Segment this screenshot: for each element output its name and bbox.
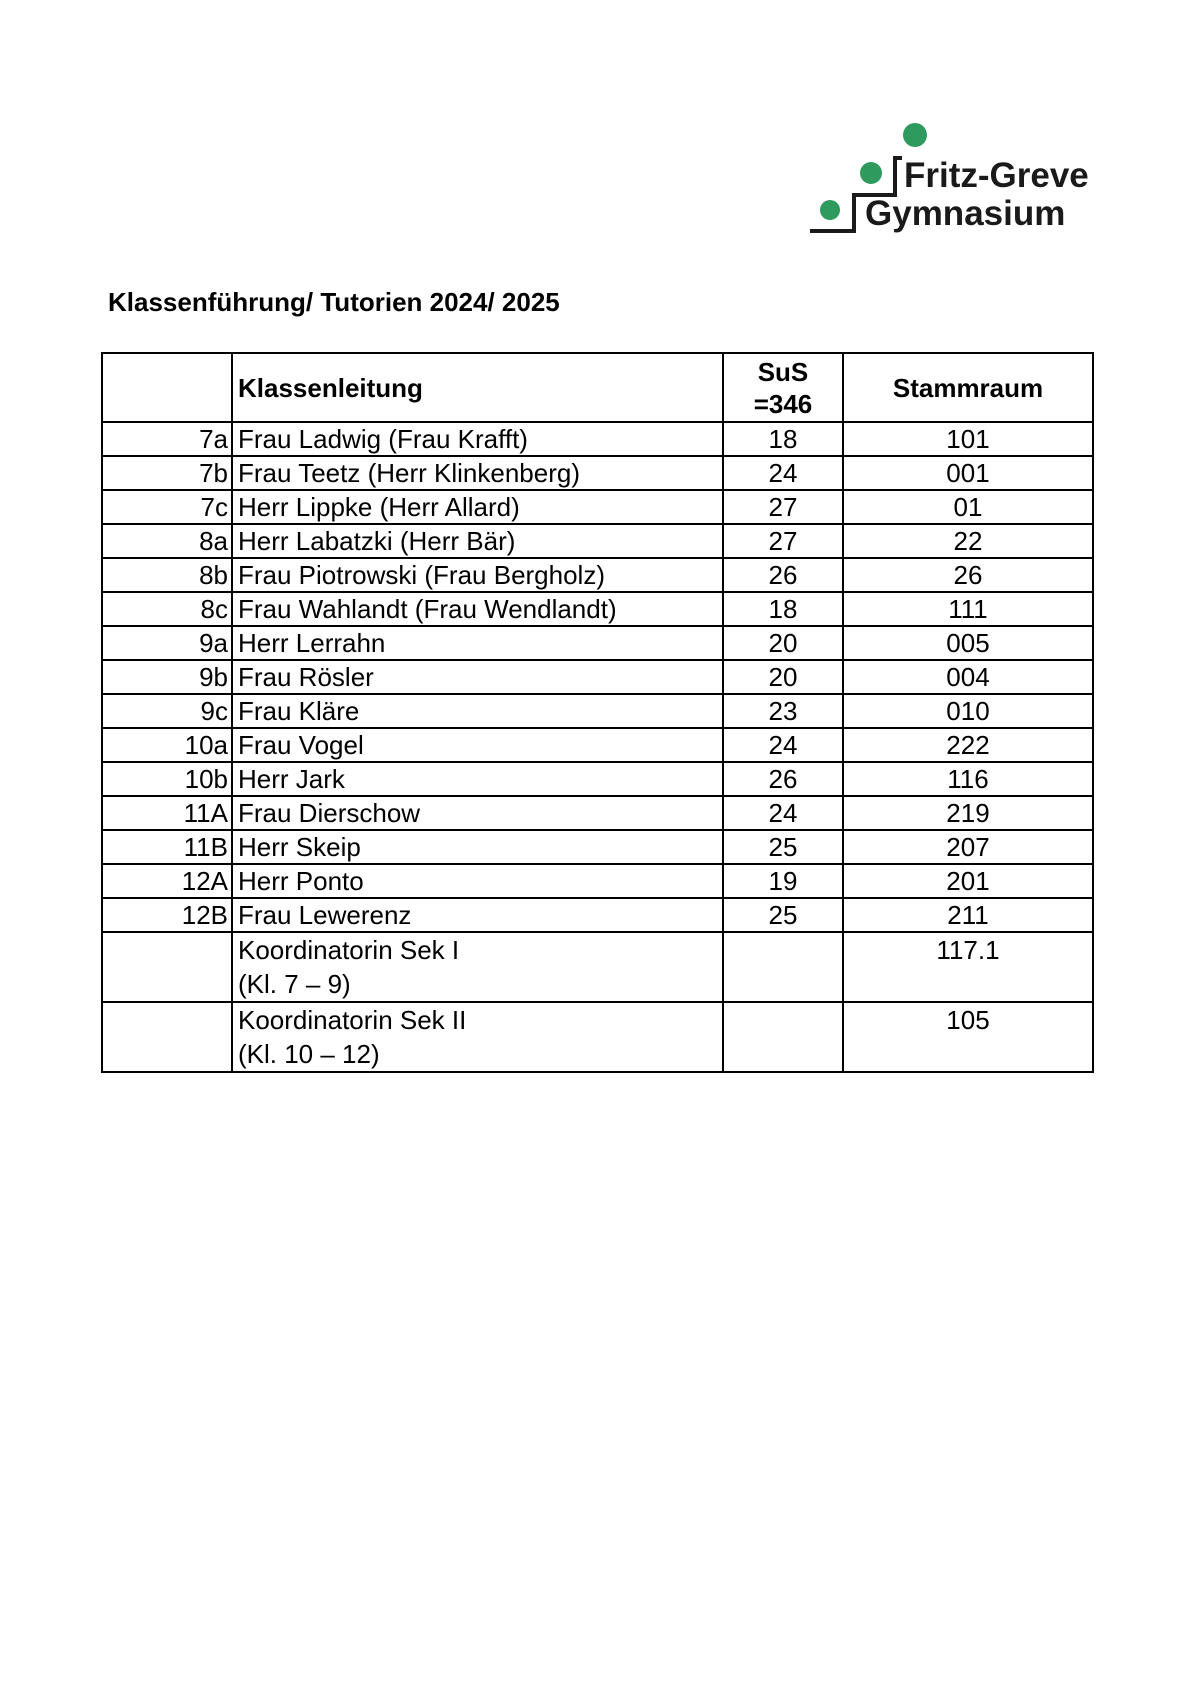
teacher-cell: Herr Lerrahn bbox=[232, 626, 723, 660]
class-cell: 9c bbox=[102, 694, 232, 728]
students-cell: 24 bbox=[723, 796, 843, 830]
class-cell: 7b bbox=[102, 456, 232, 490]
table-row bbox=[102, 490, 1093, 524]
students-cell: 18 bbox=[723, 422, 843, 456]
class-cell: 7a bbox=[102, 422, 232, 456]
students-cell-empty bbox=[723, 1002, 843, 1072]
coordinator-row bbox=[102, 1002, 1093, 1072]
room-cell: 219 bbox=[843, 796, 1093, 830]
students-cell: 20 bbox=[723, 626, 843, 660]
table-header-row bbox=[102, 353, 1093, 422]
room-cell: 116 bbox=[843, 762, 1093, 796]
class-cell: 12B bbox=[102, 898, 232, 932]
coordinator-grades: (Kl. 7 – 9) bbox=[238, 969, 351, 999]
room-cell: 207 bbox=[843, 830, 1093, 864]
room-cell: 01 bbox=[843, 490, 1093, 524]
logo-name-line1: Fritz-Greve bbox=[904, 156, 1089, 195]
coordinator-row bbox=[102, 932, 1093, 1002]
class-cell: 12A bbox=[102, 864, 232, 898]
coordinator-title: Koordinatorin Sek II bbox=[238, 1005, 467, 1035]
table-row bbox=[102, 524, 1093, 558]
room-cell: 211 bbox=[843, 898, 1093, 932]
header-class bbox=[102, 353, 232, 422]
room-cell: 101 bbox=[843, 422, 1093, 456]
header-room: Stammraum bbox=[843, 353, 1093, 422]
students-cell: 27 bbox=[723, 490, 843, 524]
class-assignment-table bbox=[101, 352, 1094, 1073]
logo-dot-top bbox=[903, 123, 927, 147]
page-title: Klassenführung/ Tutorien 2024/ 2025 bbox=[108, 287, 560, 317]
room-cell: 005 bbox=[843, 626, 1093, 660]
header-students-total: =346 bbox=[753, 388, 813, 419]
students-cell: 26 bbox=[723, 558, 843, 592]
class-cell: 9a bbox=[102, 626, 232, 660]
students-cell: 19 bbox=[723, 864, 843, 898]
students-cell: 20 bbox=[723, 660, 843, 694]
table-row bbox=[102, 456, 1093, 490]
table-row bbox=[102, 660, 1093, 694]
logo-name-line2: Gymnasium bbox=[865, 194, 1066, 233]
students-cell: 25 bbox=[723, 898, 843, 932]
students-cell: 26 bbox=[723, 762, 843, 796]
header-students-label: SuS bbox=[757, 356, 809, 387]
students-cell: 24 bbox=[723, 456, 843, 490]
table-row bbox=[102, 898, 1093, 932]
students-cell: 23 bbox=[723, 694, 843, 728]
class-cell-empty bbox=[102, 932, 232, 1002]
table-row bbox=[102, 694, 1093, 728]
room-cell: 201 bbox=[843, 864, 1093, 898]
room-cell: 010 bbox=[843, 694, 1093, 728]
logo-dot-middle bbox=[860, 162, 882, 184]
class-cell: 8a bbox=[102, 524, 232, 558]
room-cell: 22 bbox=[843, 524, 1093, 558]
class-cell: 8c bbox=[102, 592, 232, 626]
teacher-cell: Frau Teetz (Herr Klinkenberg) bbox=[232, 456, 723, 490]
header-teacher: Klassenleitung bbox=[232, 353, 723, 422]
coordinator-grades: (Kl. 10 – 12) bbox=[238, 1039, 380, 1069]
coordinator-cell bbox=[232, 1002, 723, 1072]
teacher-cell: Frau Piotrowski (Frau Bergholz) bbox=[232, 558, 723, 592]
students-cell: 27 bbox=[723, 524, 843, 558]
class-cell: 7c bbox=[102, 490, 232, 524]
teacher-cell: Frau Dierschow bbox=[232, 796, 723, 830]
teacher-cell: Frau Ladwig (Frau Krafft) bbox=[232, 422, 723, 456]
table-row bbox=[102, 422, 1093, 456]
room-cell: 26 bbox=[843, 558, 1093, 592]
teacher-cell: Herr Jark bbox=[232, 762, 723, 796]
table-row bbox=[102, 558, 1093, 592]
teacher-cell: Frau Lewerenz bbox=[232, 898, 723, 932]
teacher-cell: Herr Labatzki (Herr Bär) bbox=[232, 524, 723, 558]
students-cell: 18 bbox=[723, 592, 843, 626]
room-cell: 001 bbox=[843, 456, 1093, 490]
table-row bbox=[102, 864, 1093, 898]
room-cell: 222 bbox=[843, 728, 1093, 762]
class-cell-empty bbox=[102, 1002, 232, 1072]
coordinator-title: Koordinatorin Sek I bbox=[238, 935, 460, 965]
teacher-cell: Frau Rösler bbox=[232, 660, 723, 694]
teacher-cell: Frau Wahlandt (Frau Wendlandt) bbox=[232, 592, 723, 626]
room-cell: 004 bbox=[843, 660, 1093, 694]
coordinator-cell bbox=[232, 932, 723, 1002]
room-cell: 105 bbox=[843, 1002, 1093, 1072]
class-cell: 11A bbox=[102, 796, 232, 830]
table-row bbox=[102, 796, 1093, 830]
class-cell: 8b bbox=[102, 558, 232, 592]
teacher-cell: Herr Ponto bbox=[232, 864, 723, 898]
class-cell: 10b bbox=[102, 762, 232, 796]
room-cell: 111 bbox=[843, 592, 1093, 626]
students-cell-empty bbox=[723, 932, 843, 1002]
students-cell: 25 bbox=[723, 830, 843, 864]
school-logo bbox=[808, 118, 1100, 238]
class-cell: 11B bbox=[102, 830, 232, 864]
logo-dot-bottom bbox=[820, 200, 840, 220]
teacher-cell: Herr Lippke (Herr Allard) bbox=[232, 490, 723, 524]
table-row bbox=[102, 728, 1093, 762]
table-row bbox=[102, 830, 1093, 864]
table-row bbox=[102, 762, 1093, 796]
teacher-cell: Herr Skeip bbox=[232, 830, 723, 864]
table-row bbox=[102, 592, 1093, 626]
header-students bbox=[723, 353, 843, 422]
class-cell: 10a bbox=[102, 728, 232, 762]
room-cell: 117.1 bbox=[843, 932, 1093, 1002]
table-row bbox=[102, 626, 1093, 660]
class-cell: 9b bbox=[102, 660, 232, 694]
students-cell: 24 bbox=[723, 728, 843, 762]
teacher-cell: Frau Vogel bbox=[232, 728, 723, 762]
teacher-cell: Frau Kläre bbox=[232, 694, 723, 728]
